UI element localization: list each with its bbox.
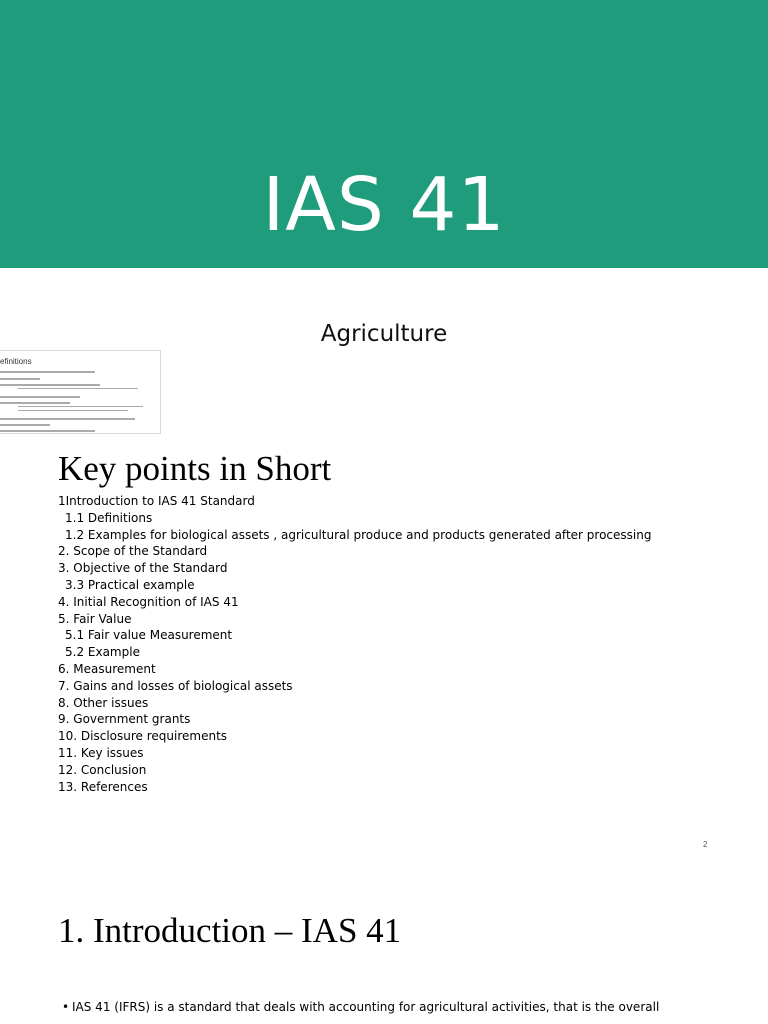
thumbnail-text-line: [0, 396, 80, 398]
list-item: 5.1 Fair value Measurement: [65, 628, 233, 643]
list-item: 7. Gains and losses of biological assets: [58, 678, 293, 693]
bullet-icon: •: [62, 1000, 70, 1014]
section-heading: 1. Introduction – IAS 41: [58, 911, 402, 950]
list-item: 8. Other issues: [58, 695, 149, 710]
list-item: 6. Measurement: [58, 661, 156, 676]
list-item: 11. Key issues: [58, 745, 144, 760]
list-item: 1Introduction to IAS 41 Standard: [58, 494, 255, 508]
list-item: 12. Conclusion: [58, 762, 147, 777]
list-item: 5.2 Example: [65, 645, 140, 660]
document-subtitle: Agriculture: [320, 321, 448, 347]
page-number: 2: [703, 840, 708, 849]
bullet-paragraph: [62, 998, 659, 1016]
thumbnail-text-line: [0, 384, 100, 386]
thumbnail-text-line: [18, 406, 143, 407]
thumbnail-text-line: [0, 371, 95, 373]
list-item: 3. Objective of the Standard: [58, 561, 228, 576]
list-item: 5. Fair Value: [58, 611, 132, 626]
list-item: 10. Disclosure requirements: [58, 729, 228, 744]
thumbnail-text-line: [0, 430, 95, 432]
thumbnail-text-line: [18, 410, 128, 411]
bullet-text: IAS 41 (IFRS) is a standard that deals with accounting for agricultural activities, that is the overall: [72, 1000, 660, 1014]
slide-thumbnail: [0, 350, 161, 434]
list-item: 9. Government grants: [58, 712, 191, 727]
thumbnail-text-line: [0, 378, 40, 380]
key-points-list: [58, 493, 651, 795]
key-points-heading: Key points in Short: [58, 449, 332, 488]
list-item: 1.2 Examples for biological assets , agricultural produce and products generated after processing: [65, 527, 652, 542]
list-item: 4. Initial Recognition of IAS 41: [58, 594, 239, 609]
thumbnail-text-line: [0, 424, 50, 426]
thumbnail-title: efinitions: [0, 357, 32, 366]
thumbnail-text-line: [0, 418, 135, 420]
list-item: 1.1 Definitions: [65, 510, 153, 525]
thumbnail-text-line: [0, 402, 70, 404]
list-item: 13. References: [58, 779, 148, 794]
list-item: 3.3 Practical example: [65, 577, 195, 592]
document-title: IAS 41: [262, 162, 506, 248]
list-item: 2. Scope of the Standard: [58, 544, 208, 559]
thumbnail-text-line: [18, 388, 138, 389]
